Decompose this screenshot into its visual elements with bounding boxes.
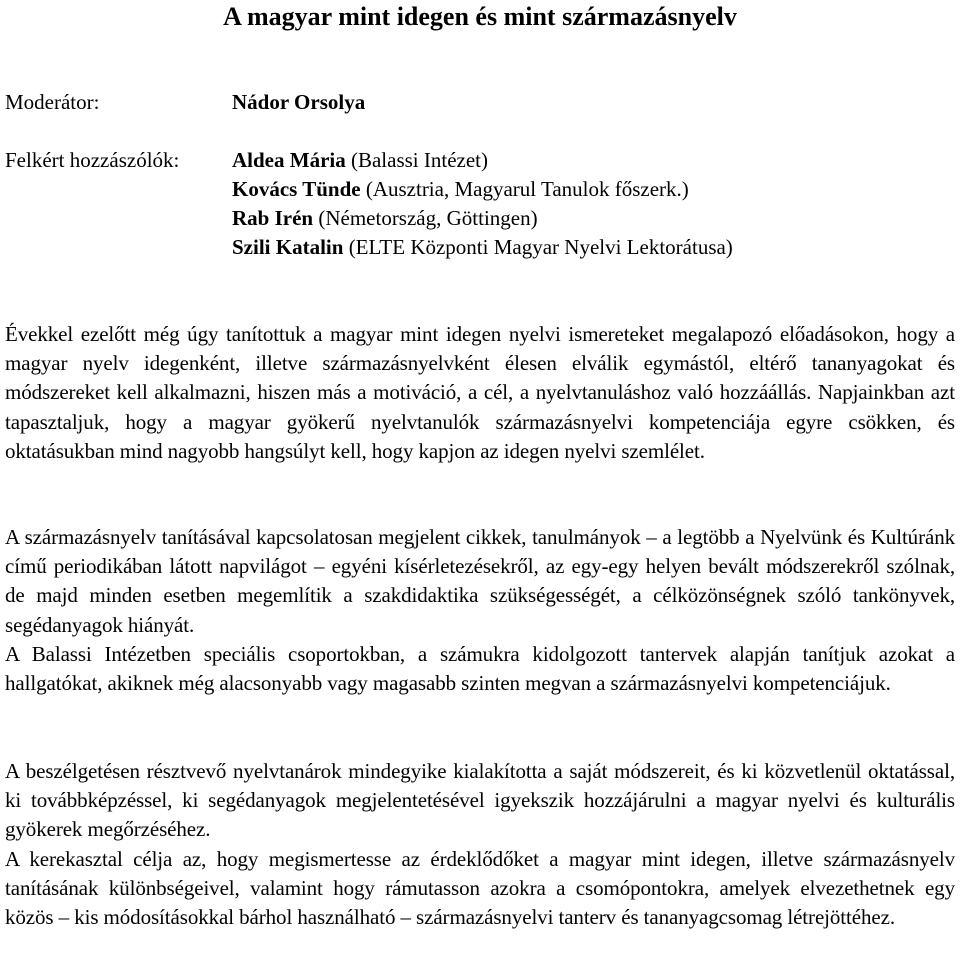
- body-paragraph: A Balassi Intézetben speciális csoportokban, a számukra kidolgozott tantervek alapján tanítjuk azokat a hallgatókat, akiknek még alacsonyabb vagy magasabb szinten megvan a származásnyelvi kompetenciájuk.: [5, 642, 955, 696]
- body-paragraph: A kerekasztal célja az, hogy megismertesse az érdeklődőket a magyar mint idegen, illetve származásnyelv tanításának különbségeivel, valamint hogy rámutasson azokra a csomópontokra, amelyek elvezethetnek egy közös – kis módosításokkal bárhol használható – származásnyelvi tanterv és tananyagcsomag létrejöttéhez.: [5, 847, 955, 930]
- contributor-affiliation: (ELTE Központi Magyar Nyelvi Lektorátusa): [343, 235, 733, 259]
- contributor-name: Szili Katalin: [232, 235, 344, 259]
- contributor-item: [232, 175, 733, 204]
- contributor-name: Aldea Mária: [232, 148, 346, 172]
- contributor-name: Rab Irén: [232, 206, 314, 230]
- contributor-item: [232, 204, 733, 233]
- page-title: A magyar mint idegen és mint származásnyelv: [223, 2, 737, 31]
- body-paragraph: A beszélgetésen résztvevő nyelvtanárok mindegyike kialakította a saját módszereit, és ki közvetlenül oktatással, ki továbbképzéssel, ki segédanyagok megjelentetésével igyekszik hozzájárulni a magyar nyelvi és kulturális gyökerek megőrzéséhez.: [5, 759, 955, 842]
- body-paragraph: A származásnyelv tanításával kapcsolatosan megjelent cikkek, tanulmányok – a legtöbb a Nyelvünk és Kultúránk című periodikában látott napvilágot – egyéni kísérletezésekről, az egy-egy helyen bevált módszerekről szólnak, de majd minden esetben megemlítik a szakdidaktika szükségességét, a célközönségnek szóló tankönyvek, segédanyagok hiányát.: [5, 525, 955, 637]
- contributors-label: Felkért hozzászólók:: [5, 148, 180, 172]
- contributors-list: [232, 146, 733, 262]
- body-paragraph: Évekkel ezelőtt még úgy tanítottuk a magyar mint idegen nyelvi ismereteket megalapozó előadásokon, hogy a magyar nyelv idegenként, illetve származásnyelvként élesen elválik egymástól, eltérő tananyagokat és módszereket kell alkalmazni, hiszen más a motiváció, a cél, a nyelvtanuláshoz való hozzáállás. Napjainkban azt tapasztaljuk, hogy a magyar gyökerű nyelvtanulók származásnyelvi kompetenciája egyre csökken, és oktatásukban mind nagyobb hangsúlyt kell, hogy kapjon az idegen nyelvi szemlélet.: [5, 322, 955, 463]
- contributor-item: [232, 146, 733, 175]
- moderator-label: Moderátor:: [5, 90, 100, 114]
- contributor-name: Kovács Tünde: [232, 177, 361, 201]
- contributor-affiliation: (Balassi Intézet): [345, 148, 489, 172]
- contributor-affiliation: (Németország, Göttingen): [313, 206, 538, 230]
- contributor-item: [232, 233, 733, 262]
- contributor-affiliation: (Ausztria, Magyarul Tanulok főszerk.): [360, 177, 689, 201]
- moderator-name-block: [232, 88, 365, 117]
- moderator-name: Nádor Orsolya: [232, 90, 366, 114]
